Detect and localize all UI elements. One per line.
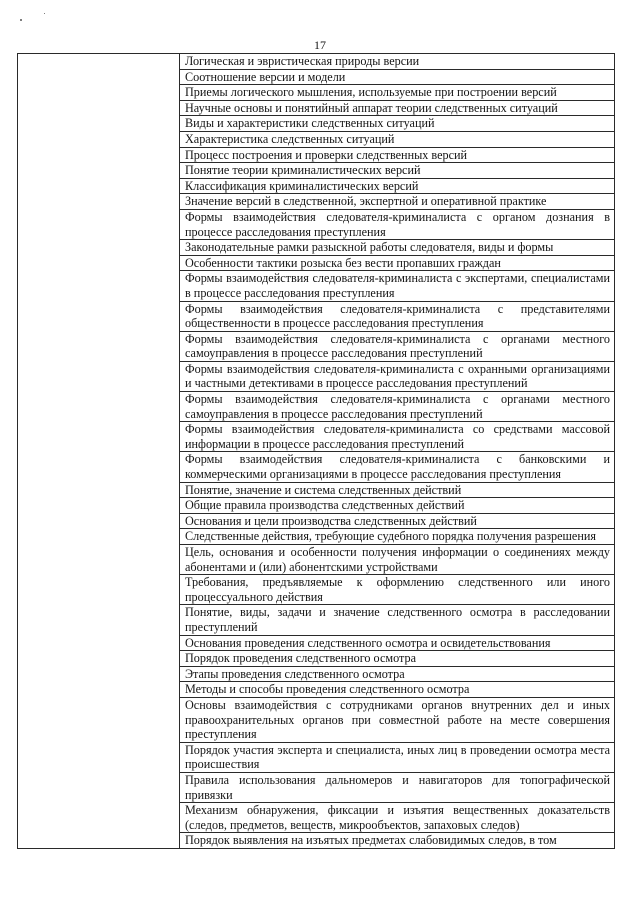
topic-cell: Этапы проведения следственного осмотра xyxy=(180,666,615,682)
topic-cell: Понятие, значение и система следственных действий xyxy=(180,482,615,498)
topic-cell: Классификация криминалистических версий xyxy=(180,178,615,194)
topic-cell: Основания и цели производства следственных действий xyxy=(180,513,615,529)
topic-cell: Формы взаимодействия следователя-криминалиста с органами местного самоуправления в процессе расследования преступлений xyxy=(180,331,615,361)
topic-cell: Правила использования дальномеров и навигаторов для топографической привязки xyxy=(180,772,615,802)
topic-cell: Логическая и эвристическая природы версии xyxy=(180,54,615,70)
topic-cell: Порядок выявления на изъятых предметах слабовидимых следов, в том xyxy=(180,833,615,849)
scan-speck xyxy=(20,19,22,21)
scan-speck xyxy=(44,13,45,14)
topic-cell: Порядок участия эксперта и специалиста, иных лиц в проведении осмотра места происшествия xyxy=(180,742,615,772)
topic-cell: Характеристика следственных ситуаций xyxy=(180,131,615,147)
topic-cell: Научные основы и понятийный аппарат теории следственных ситуаций xyxy=(180,100,615,116)
topic-cell: Понятие, виды, задачи и значение следственного осмотра в расследовании преступлений xyxy=(180,605,615,635)
topic-cell: Формы взаимодействия следователя-криминалиста со средствами массовой информации в процессе расследования преступлений xyxy=(180,422,615,452)
topic-cell: Соотношение версии и модели xyxy=(180,69,615,85)
topic-cell: Общие правила производства следственных действий xyxy=(180,498,615,514)
topic-cell: Порядок проведения следственного осмотра xyxy=(180,651,615,667)
topics-table-container xyxy=(17,53,615,849)
topic-cell: Формы взаимодействия следователя-криминалиста с банковскими и коммерческими организациями в процессе расследования преступления xyxy=(180,452,615,482)
page-number: 17 xyxy=(314,38,326,52)
topic-cell: Основания проведения следственного осмотра и освидетельствования xyxy=(180,635,615,651)
topic-cell: Формы взаимодействия следователя-криминалиста с экспертами, специалистами в процессе расследования преступления xyxy=(180,271,615,301)
topic-cell: Процесс построения и проверки следственных версий xyxy=(180,147,615,163)
topic-cell: Понятие теории криминалистических версий xyxy=(180,163,615,179)
topics-table-body xyxy=(18,54,615,849)
topic-cell: Механизм обнаружения, фиксации и изъятия вещественных доказательств (следов, предметов, веществ, микрообъектов, запаховых следов) xyxy=(180,803,615,833)
topic-cell: Формы взаимодействия следователя-криминалиста с органами местного самоуправления в процессе расследования преступлений xyxy=(180,392,615,422)
topic-cell: Следственные действия, требующие судебного порядка получения разрешения xyxy=(180,529,615,545)
topic-cell: Особенности тактики розыска без вести пропавших граждан xyxy=(180,255,615,271)
topic-cell: Методы и способы проведения следственного осмотра xyxy=(180,682,615,698)
topic-cell: Значение версий в следственной, экспертной и оперативной практике xyxy=(180,194,615,210)
table-row xyxy=(18,54,615,70)
topic-cell: Требования, предъявляемые к оформлению следственного или иного процессуального действия xyxy=(180,575,615,605)
topic-cell: Виды и характеристики следственных ситуаций xyxy=(180,116,615,132)
topic-cell: Формы взаимодействия следователя-криминалиста с органом дознания в процессе расследования преступления xyxy=(180,209,615,239)
topic-cell: Цель, основания и особенности получения информации о соединениях между абонентами и (или) абонентскими устройствами xyxy=(180,545,615,575)
topic-cell: Формы взаимодействия следователя-криминалиста с представителями общественности в процессе расследования преступления xyxy=(180,301,615,331)
topics-table xyxy=(17,53,615,849)
topic-cell: Основы взаимодействия с сотрудниками органов внутренних дел и иных правоохранительных органов при совместной работе на месте совершения преступления xyxy=(180,697,615,742)
blank-left-column xyxy=(18,54,180,849)
topic-cell: Законодательные рамки разыскной работы следователя, виды и формы xyxy=(180,240,615,256)
topic-cell: Приемы логического мышления, используемые при построении версий xyxy=(180,85,615,101)
topic-cell: Формы взаимодействия следователя-криминалиста с охранными организациями и частными детективами в процессе расследования преступлений xyxy=(180,361,615,391)
